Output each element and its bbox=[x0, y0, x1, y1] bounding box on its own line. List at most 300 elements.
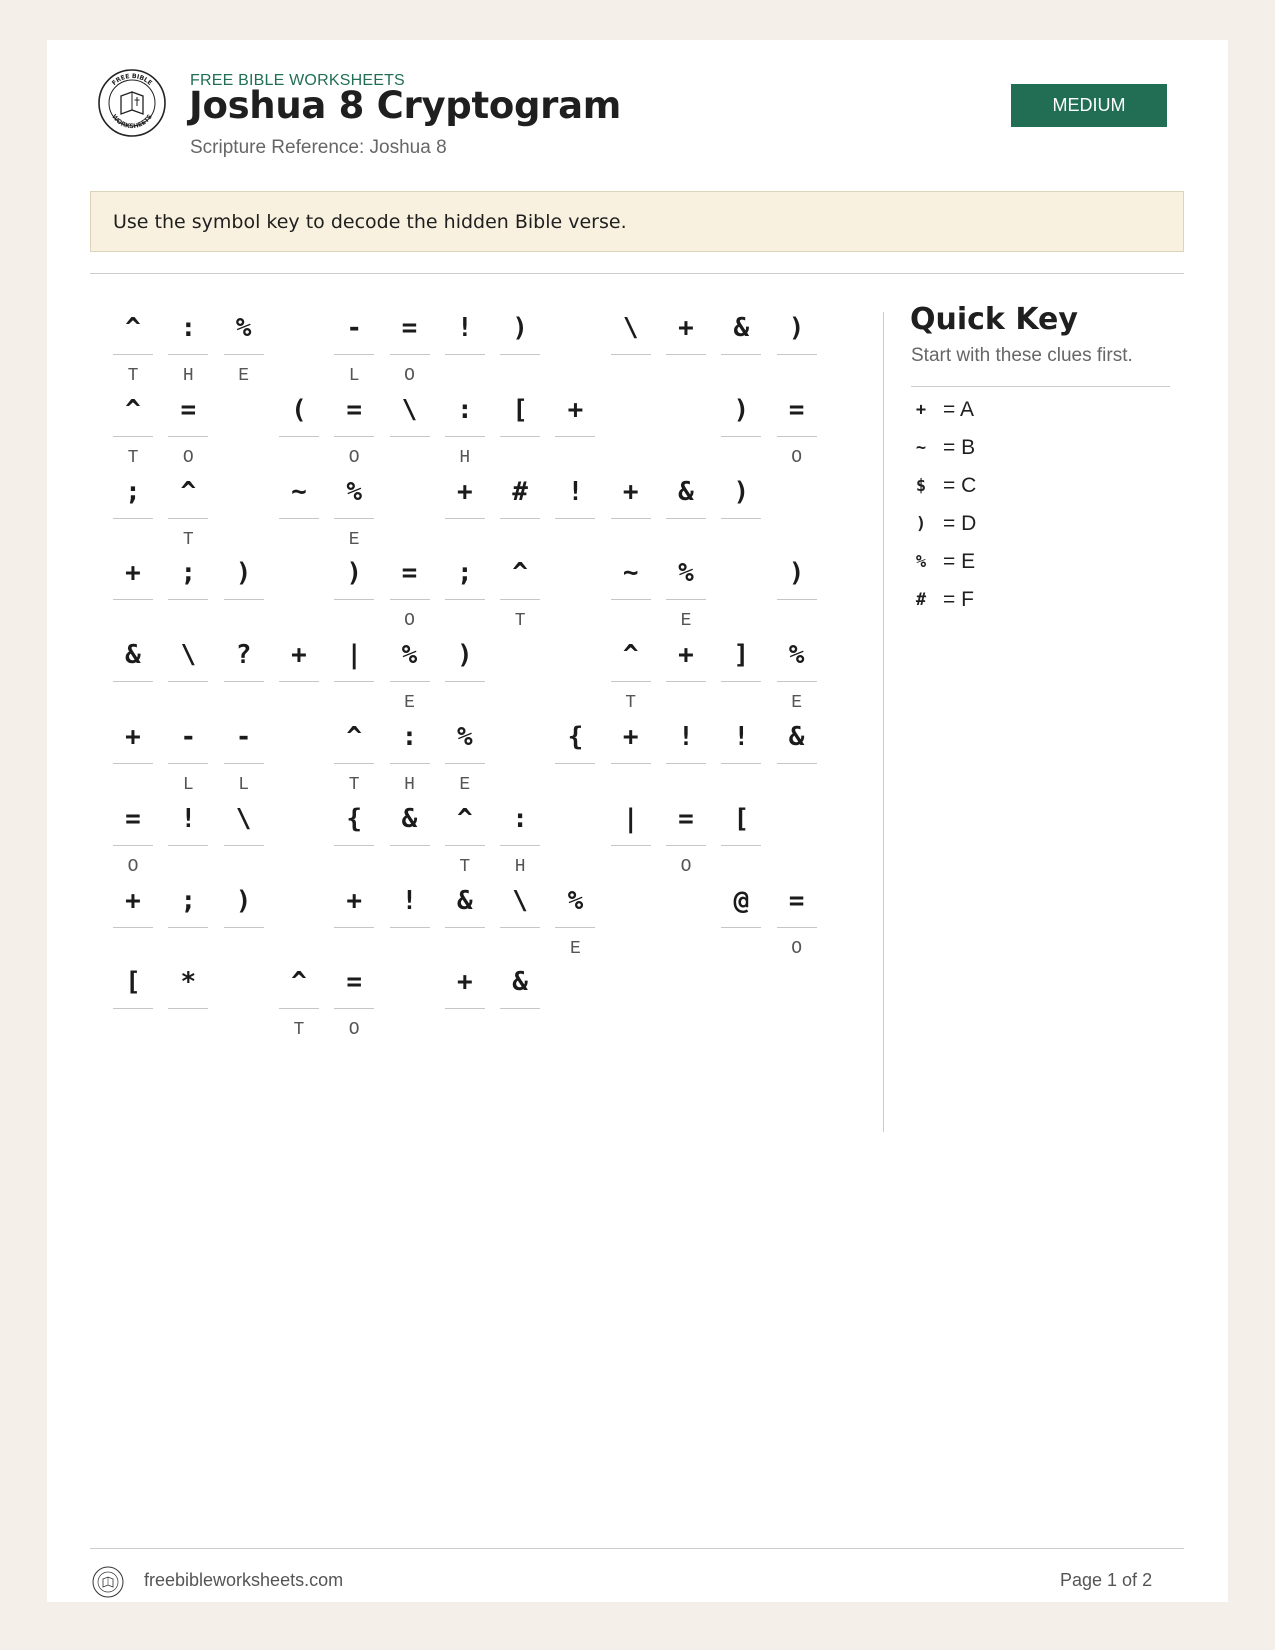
cipher-symbol: ; bbox=[456, 558, 473, 589]
answer-line[interactable] bbox=[113, 681, 153, 682]
cipher-symbol: + bbox=[456, 476, 473, 507]
answer-letter bbox=[224, 939, 264, 959]
cipher-cell bbox=[168, 793, 208, 879]
answer-letter bbox=[666, 366, 706, 386]
cipher-symbol: ! bbox=[678, 722, 694, 752]
answer-line[interactable] bbox=[168, 927, 208, 928]
cipher-cell bbox=[445, 302, 485, 388]
answer-letter: O bbox=[182, 447, 194, 468]
cipher-symbol: = bbox=[346, 967, 363, 998]
answer-line[interactable] bbox=[224, 763, 264, 764]
key-symbol: + bbox=[915, 400, 927, 420]
cipher-cell bbox=[555, 384, 595, 470]
cipher-symbol: = bbox=[346, 394, 363, 425]
cipher-cell bbox=[334, 466, 374, 552]
answer-letter bbox=[555, 775, 595, 795]
cipher-cell bbox=[555, 466, 595, 552]
cipher-symbol: { bbox=[567, 722, 584, 752]
answer-line[interactable] bbox=[611, 518, 651, 519]
cipher-cell bbox=[279, 466, 319, 552]
footer-logo-icon bbox=[92, 1566, 124, 1598]
answer-line[interactable] bbox=[390, 763, 430, 764]
cipher-symbol: \ bbox=[401, 394, 418, 425]
cipher-symbol: % bbox=[678, 558, 694, 589]
answer-letter: H bbox=[459, 447, 471, 468]
cipher-symbol: ; bbox=[125, 476, 141, 507]
answer-line[interactable] bbox=[777, 599, 817, 600]
answer-line[interactable] bbox=[279, 518, 319, 519]
cipher-symbol: @ bbox=[733, 885, 750, 916]
cipher-symbol: : bbox=[512, 803, 528, 834]
answer-line[interactable] bbox=[445, 681, 485, 682]
answer-line[interactable] bbox=[168, 436, 208, 437]
cipher-symbol: ^ bbox=[125, 313, 141, 343]
cipher-cell bbox=[666, 466, 706, 552]
cipher-symbol: + bbox=[678, 640, 694, 671]
cipher-symbol: = bbox=[788, 394, 805, 425]
answer-line[interactable] bbox=[113, 436, 153, 437]
cipher-symbol: * bbox=[180, 967, 197, 998]
cipher-symbol: \ bbox=[512, 885, 528, 916]
cipher-symbol: + bbox=[678, 313, 694, 343]
cipher-symbol: \ bbox=[622, 313, 639, 343]
answer-line[interactable] bbox=[666, 681, 706, 682]
quick-key-title: Quick Key bbox=[910, 302, 1078, 337]
cipher-symbol: ) bbox=[788, 558, 805, 589]
cipher-cell bbox=[666, 711, 706, 797]
key-symbol: ) bbox=[915, 514, 927, 534]
answer-line[interactable] bbox=[555, 436, 595, 437]
cipher-cell bbox=[168, 711, 208, 797]
cipher-cell bbox=[334, 711, 374, 797]
cipher-cell bbox=[611, 302, 651, 388]
cipher-cell bbox=[445, 629, 485, 715]
cipher-cell bbox=[500, 384, 540, 470]
answer-letter bbox=[611, 366, 651, 386]
answer-line[interactable] bbox=[390, 845, 430, 846]
cipher-cell bbox=[334, 793, 374, 879]
cipher-symbol: ! bbox=[401, 885, 418, 916]
logo-text-top: FREE BIBLE bbox=[110, 72, 154, 87]
answer-line[interactable] bbox=[334, 1008, 374, 1009]
answer-line[interactable] bbox=[721, 354, 761, 355]
cipher-cell bbox=[279, 956, 319, 1042]
answer-line[interactable] bbox=[611, 763, 651, 764]
cipher-cell bbox=[334, 956, 374, 1042]
cipher-cell bbox=[279, 629, 319, 715]
column-divider bbox=[883, 312, 884, 1132]
answer-line[interactable] bbox=[390, 927, 430, 928]
answer-line[interactable] bbox=[334, 927, 374, 928]
answer-line[interactable] bbox=[611, 354, 651, 355]
answer-line[interactable] bbox=[721, 763, 761, 764]
cipher-symbol: & bbox=[125, 640, 141, 671]
cipher-cell bbox=[224, 629, 264, 715]
cipher-cell bbox=[666, 547, 706, 633]
answer-line[interactable] bbox=[334, 845, 374, 846]
answer-line[interactable] bbox=[390, 354, 430, 355]
answer-line[interactable] bbox=[777, 927, 817, 928]
cipher-symbol: + bbox=[456, 967, 473, 998]
cipher-cell bbox=[224, 711, 264, 797]
cipher-cell bbox=[113, 384, 153, 470]
cipher-cell bbox=[777, 384, 817, 470]
answer-line[interactable] bbox=[113, 354, 153, 355]
answer-letter bbox=[777, 775, 817, 795]
cipher-cell bbox=[611, 547, 651, 633]
key-value: = B bbox=[943, 436, 976, 459]
answer-line[interactable] bbox=[113, 599, 153, 600]
cipher-symbol: { bbox=[346, 803, 363, 834]
quick-key-divider bbox=[911, 386, 1170, 387]
answer-line[interactable] bbox=[168, 845, 208, 846]
answer-letter bbox=[721, 530, 761, 550]
key-symbol: % bbox=[915, 552, 927, 572]
cipher-symbol: ! bbox=[180, 803, 197, 834]
answer-letter: H bbox=[514, 856, 526, 877]
key-item bbox=[911, 396, 1171, 424]
answer-line[interactable] bbox=[666, 845, 706, 846]
cipher-symbol: [ bbox=[125, 967, 141, 998]
cipher-symbol: % bbox=[456, 722, 473, 752]
key-item bbox=[911, 510, 1171, 538]
cipher-cell bbox=[445, 875, 485, 961]
answer-letter bbox=[555, 530, 595, 550]
cipher-cell bbox=[113, 875, 153, 961]
answer-line[interactable] bbox=[113, 845, 153, 846]
cipher-symbol: % bbox=[235, 313, 252, 343]
answer-line[interactable] bbox=[168, 763, 208, 764]
answer-line[interactable] bbox=[666, 599, 706, 600]
answer-line[interactable] bbox=[168, 599, 208, 600]
answer-letter bbox=[500, 1020, 540, 1040]
answer-line[interactable] bbox=[334, 599, 374, 600]
answer-letter bbox=[721, 939, 761, 959]
cipher-cell bbox=[666, 302, 706, 388]
answer-letter: L bbox=[238, 775, 249, 795]
cipher-symbol: + bbox=[622, 476, 639, 507]
cipher-cell bbox=[113, 793, 153, 879]
cipher-symbol: + bbox=[125, 885, 141, 916]
answer-letter: E bbox=[348, 529, 360, 550]
cipher-symbol: + bbox=[567, 394, 584, 425]
answer-line[interactable] bbox=[334, 436, 374, 437]
answer-line[interactable] bbox=[666, 518, 706, 519]
cipher-cell bbox=[445, 466, 485, 552]
cipher-symbol: ^ bbox=[180, 476, 197, 507]
divider bbox=[90, 273, 1184, 274]
answer-letter: L bbox=[348, 366, 360, 386]
cipher-cell bbox=[390, 875, 430, 961]
answer-letter bbox=[279, 693, 319, 713]
answer-line[interactable] bbox=[113, 518, 153, 519]
answer-line[interactable] bbox=[555, 927, 595, 928]
cipher-symbol: & bbox=[401, 803, 418, 834]
cipher-cell bbox=[113, 629, 153, 715]
cipher-symbol: = bbox=[401, 558, 418, 589]
cipher-cell bbox=[113, 302, 153, 388]
answer-line[interactable] bbox=[224, 927, 264, 928]
answer-letter: O bbox=[404, 611, 415, 632]
cipher-symbol: [ bbox=[512, 394, 528, 425]
answer-letter: E bbox=[404, 693, 415, 714]
instructions-box bbox=[90, 191, 1184, 252]
cipher-symbol: ) bbox=[346, 558, 363, 589]
answer-line[interactable] bbox=[224, 354, 264, 355]
cipher-symbol: ^ bbox=[291, 967, 307, 998]
answer-line[interactable] bbox=[445, 518, 485, 519]
answer-letter bbox=[113, 1020, 153, 1040]
answer-line[interactable] bbox=[555, 518, 595, 519]
answer-letter: O bbox=[680, 856, 692, 877]
answer-line[interactable] bbox=[445, 436, 485, 437]
cipher-cell bbox=[113, 547, 153, 633]
cipher-cell bbox=[390, 793, 430, 879]
cipher-symbol: ! bbox=[456, 313, 473, 343]
answer-letter bbox=[279, 530, 319, 550]
answer-line[interactable] bbox=[611, 681, 651, 682]
answer-line[interactable] bbox=[445, 845, 485, 846]
answer-line[interactable] bbox=[445, 599, 485, 600]
cipher-cell bbox=[113, 711, 153, 797]
cipher-symbol: ) bbox=[733, 476, 750, 507]
cipher-symbol: + bbox=[622, 722, 639, 752]
answer-letter: T bbox=[514, 611, 526, 632]
cipher-symbol: ? bbox=[235, 640, 252, 671]
answer-line[interactable] bbox=[390, 599, 430, 600]
cipher-symbol: = bbox=[788, 885, 805, 916]
cipher-symbol: % bbox=[788, 640, 805, 671]
cipher-cell bbox=[721, 302, 761, 388]
cipher-cell bbox=[500, 302, 540, 388]
answer-line[interactable] bbox=[666, 763, 706, 764]
cipher-symbol: [ bbox=[733, 803, 750, 834]
answer-line[interactable] bbox=[721, 845, 761, 846]
cipher-cell bbox=[168, 629, 208, 715]
answer-letter bbox=[168, 1020, 208, 1040]
cipher-cell bbox=[224, 302, 264, 388]
answer-letter bbox=[445, 1020, 485, 1040]
answer-letter: T bbox=[459, 856, 471, 877]
answer-line[interactable] bbox=[500, 1008, 540, 1009]
cipher-cell bbox=[445, 956, 485, 1042]
answer-letter: O bbox=[348, 1020, 360, 1041]
quick-key-subtitle: Start with these clues first. bbox=[911, 345, 1133, 366]
cipher-cell bbox=[445, 711, 485, 797]
answer-line[interactable] bbox=[500, 436, 540, 437]
cipher-symbol: ! bbox=[567, 476, 584, 507]
answer-line[interactable] bbox=[721, 436, 761, 437]
cipher-symbol: - bbox=[346, 313, 363, 343]
cipher-symbol: & bbox=[456, 885, 473, 916]
answer-line[interactable] bbox=[113, 927, 153, 928]
cipher-cell bbox=[334, 302, 374, 388]
key-value: = D bbox=[943, 512, 977, 535]
cipher-cell bbox=[168, 956, 208, 1042]
cipher-cell bbox=[721, 711, 761, 797]
answer-line[interactable] bbox=[390, 681, 430, 682]
cipher-cell bbox=[500, 466, 540, 552]
answer-line[interactable] bbox=[279, 681, 319, 682]
answer-line[interactable] bbox=[445, 763, 485, 764]
key-symbol: ~ bbox=[915, 438, 927, 458]
cipher-cell bbox=[168, 547, 208, 633]
answer-line[interactable] bbox=[168, 354, 208, 355]
cipher-symbol: \ bbox=[180, 640, 197, 671]
answer-line[interactable] bbox=[777, 763, 817, 764]
worksheet-page bbox=[47, 40, 1228, 1602]
answer-line[interactable] bbox=[500, 927, 540, 928]
cipher-cell bbox=[334, 547, 374, 633]
cipher-cell bbox=[500, 875, 540, 961]
answer-line[interactable] bbox=[279, 1008, 319, 1009]
key-symbol: $ bbox=[915, 476, 927, 496]
cipher-symbol: | bbox=[346, 640, 363, 671]
cipher-cell bbox=[611, 793, 651, 879]
answer-line[interactable] bbox=[334, 763, 374, 764]
cipher-symbol: % bbox=[401, 640, 418, 671]
cipher-cell bbox=[168, 466, 208, 552]
cipher-symbol: : bbox=[180, 313, 197, 343]
cipher-symbol: ^ bbox=[346, 722, 363, 752]
answer-line[interactable] bbox=[445, 927, 485, 928]
cipher-cell bbox=[611, 629, 651, 715]
cipher-cell bbox=[777, 629, 817, 715]
answer-letter: T bbox=[127, 447, 139, 468]
answer-line[interactable] bbox=[555, 763, 595, 764]
answer-line[interactable] bbox=[168, 681, 208, 682]
cipher-cell bbox=[666, 793, 706, 879]
cipher-symbol: ! bbox=[733, 722, 750, 752]
cipher-cell bbox=[168, 875, 208, 961]
cipher-symbol: = bbox=[678, 803, 694, 834]
answer-letter: T bbox=[293, 1020, 305, 1041]
cipher-cell bbox=[334, 384, 374, 470]
cipher-cell bbox=[224, 875, 264, 961]
cipher-cell bbox=[113, 956, 153, 1042]
key-value: = A bbox=[943, 398, 974, 421]
cipher-symbol: ) bbox=[788, 313, 805, 343]
answer-line[interactable] bbox=[721, 927, 761, 928]
cipher-symbol: ] bbox=[733, 640, 750, 671]
answer-line[interactable] bbox=[777, 436, 817, 437]
cipher-cell bbox=[390, 302, 430, 388]
answer-line[interactable] bbox=[500, 354, 540, 355]
answer-letter: H bbox=[182, 366, 194, 386]
cipher-cell bbox=[721, 629, 761, 715]
answer-line[interactable] bbox=[390, 436, 430, 437]
cipher-symbol: ^ bbox=[125, 394, 141, 425]
cipher-cell bbox=[390, 547, 430, 633]
cipher-cell bbox=[500, 547, 540, 633]
answer-line[interactable] bbox=[721, 518, 761, 519]
answer-line[interactable] bbox=[666, 354, 706, 355]
cipher-cell bbox=[611, 711, 651, 797]
cipher-cell bbox=[224, 793, 264, 879]
answer-line[interactable] bbox=[721, 681, 761, 682]
answer-letter: O bbox=[791, 938, 802, 959]
cipher-symbol: ) bbox=[512, 313, 528, 343]
cipher-cell bbox=[445, 547, 485, 633]
answer-line[interactable] bbox=[777, 681, 817, 682]
key-item bbox=[911, 548, 1171, 576]
answer-line[interactable] bbox=[611, 599, 651, 600]
answer-line[interactable] bbox=[279, 436, 319, 437]
answer-line[interactable] bbox=[224, 681, 264, 682]
cipher-cell bbox=[390, 711, 430, 797]
answer-line[interactable] bbox=[113, 1008, 153, 1009]
brand-name: FREE BIBLE WORKSHEETS bbox=[190, 72, 405, 89]
answer-letter: E bbox=[569, 938, 581, 959]
answer-line[interactable] bbox=[500, 518, 540, 519]
answer-line[interactable] bbox=[445, 1008, 485, 1009]
cipher-symbol: % bbox=[567, 885, 584, 916]
cipher-cell bbox=[721, 466, 761, 552]
answer-line[interactable] bbox=[168, 518, 208, 519]
key-value: = F bbox=[943, 588, 974, 611]
answer-letter: E bbox=[680, 611, 692, 632]
answer-line[interactable] bbox=[224, 845, 264, 846]
cipher-cell bbox=[555, 711, 595, 797]
answer-letter bbox=[390, 939, 430, 959]
answer-line[interactable] bbox=[611, 845, 651, 846]
cipher-symbol: ) bbox=[733, 394, 750, 425]
answer-line[interactable] bbox=[777, 354, 817, 355]
cipher-symbol: = bbox=[401, 313, 418, 343]
answer-line[interactable] bbox=[334, 681, 374, 682]
scripture-reference: Scripture Reference: Joshua 8 bbox=[190, 137, 447, 158]
cipher-symbol: & bbox=[678, 476, 694, 507]
cipher-symbol: | bbox=[622, 803, 639, 834]
answer-line[interactable] bbox=[113, 763, 153, 764]
cipher-cell bbox=[777, 711, 817, 797]
answer-line[interactable] bbox=[224, 599, 264, 600]
answer-letter: E bbox=[791, 693, 802, 714]
cipher-cell bbox=[666, 629, 706, 715]
cipher-symbol: \ bbox=[235, 803, 252, 834]
answer-letter: L bbox=[182, 775, 194, 795]
cipher-cell bbox=[721, 793, 761, 879]
cipher-cell bbox=[224, 547, 264, 633]
instructions-text: Use the symbol key to decode the hidden Bible verse. bbox=[113, 211, 627, 233]
cipher-symbol: - bbox=[235, 722, 252, 752]
cipher-symbol: & bbox=[512, 967, 528, 998]
answer-line[interactable] bbox=[334, 518, 374, 519]
cipher-symbol: ~ bbox=[622, 558, 639, 589]
answer-line[interactable] bbox=[500, 845, 540, 846]
cipher-symbol: ; bbox=[180, 558, 197, 589]
cipher-cell bbox=[445, 793, 485, 879]
answer-line[interactable] bbox=[334, 354, 374, 355]
answer-line[interactable] bbox=[500, 599, 540, 600]
key-value: = C bbox=[943, 474, 977, 497]
answer-line[interactable] bbox=[445, 354, 485, 355]
answer-line[interactable] bbox=[168, 1008, 208, 1009]
cipher-cell bbox=[555, 875, 595, 961]
cipher-cell bbox=[334, 629, 374, 715]
cryptogram-grid bbox=[113, 302, 853, 1142]
cipher-symbol: & bbox=[733, 313, 750, 343]
cipher-cell bbox=[777, 547, 817, 633]
cipher-symbol: + bbox=[125, 558, 141, 589]
cipher-cell bbox=[334, 875, 374, 961]
cipher-symbol: ^ bbox=[622, 640, 639, 671]
cipher-symbol: = bbox=[180, 394, 197, 425]
footer-divider bbox=[90, 1548, 1184, 1549]
cipher-symbol: # bbox=[512, 476, 528, 507]
cipher-symbol: ) bbox=[235, 558, 252, 589]
answer-letter bbox=[611, 857, 651, 877]
